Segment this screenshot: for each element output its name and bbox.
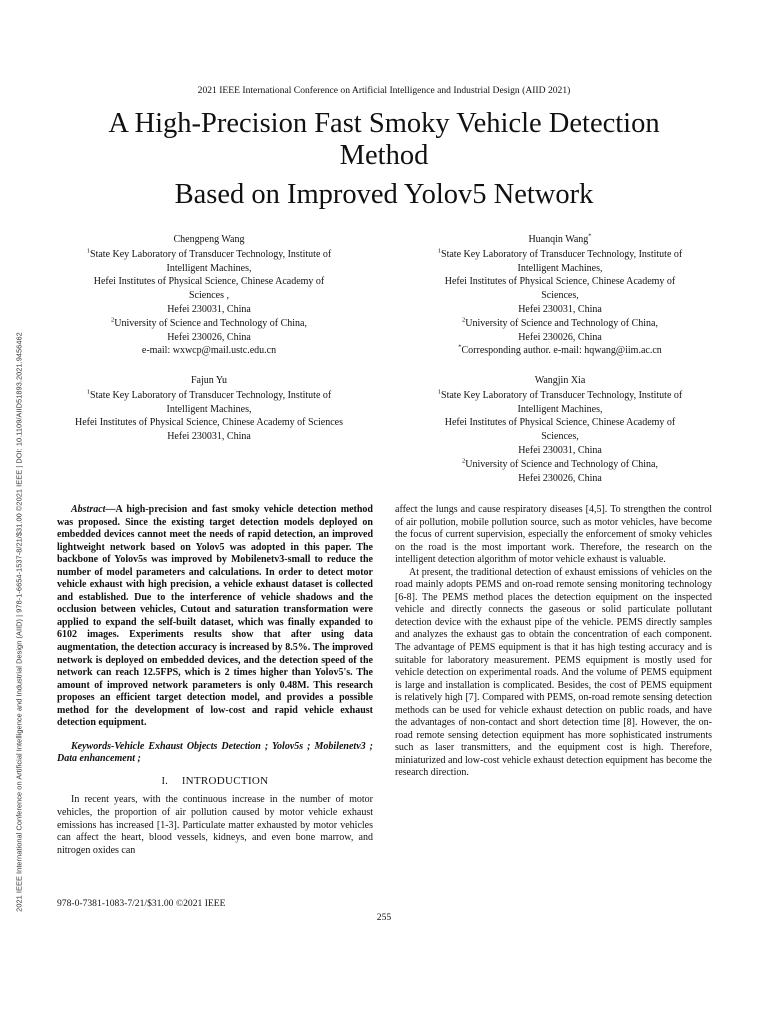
- paper-title: [60, 108, 708, 211]
- affiliation-line: Hefei 230026, China: [518, 472, 602, 484]
- copyright-footer: 978-0-7381-1083-7/21/$31.00 ©2021 IEEE: [57, 898, 226, 909]
- side-doi-text: 2021 IEEE International Conference on Artificial Intelligence and Industrial Design (AIID) | 978-1-6654-1537-8/21/$31.00 ©2021 IEEE | DOI: 10.1109/AIID51893.2021.9456462: [14, 332, 24, 912]
- affiliation-line: Sciences,: [541, 290, 579, 302]
- author-block-2: [392, 233, 728, 358]
- affiliation-line: Hefei Institutes of Physical Science, Chinese Academy of Sciences: [75, 417, 343, 429]
- affiliation-line: Hefei 230031, China: [167, 303, 251, 315]
- keywords: Keywords-Vehicle Exhaust Objects Detection ; Yolov5s ; Mobilenetv3 ; Data enhancement ;: [57, 740, 373, 765]
- author-email: e-mail: wxwcp@mail.ustc.edu.cn: [141, 345, 277, 357]
- affiliation-line: $^1$State Key Laboratory of Transducer Technology, Institute of: [437, 388, 683, 401]
- affiliation-line: Hefei 230026, China: [518, 331, 602, 343]
- affiliation-line: Hefei Institutes of Physical Science, Chinese Academy of: [444, 417, 676, 429]
- author-block-1: [40, 233, 378, 358]
- affiliation-line: Intelligent Machines,: [166, 403, 252, 415]
- right-column: [395, 504, 712, 780]
- affiliation-line: Intelligent Machines,: [517, 262, 603, 274]
- affiliation-line: $^2$University of Science and Technology of China,: [462, 316, 658, 329]
- abstract-label: Abstract: [71, 504, 106, 515]
- affiliation-line: $^1$State Key Laboratory of Transducer Technology, Institute of: [86, 247, 332, 260]
- author-name: Fajun Yu: [190, 375, 228, 386]
- affiliation-line: Hefei Institutes of Physical Science, Chinese Academy of: [93, 276, 325, 288]
- page-number: 255: [376, 912, 392, 923]
- intro-paragraph-3: At present, the traditional detection of exhaust emissions of vehicles on the road mainly adopts PEMS and on-road remote sensing monitoring technology [6-8]. The PEMS method places the detection equipment on the inspected vehicle and directly connects the gaseous or solid particulate pollutant detection device with the exhaust pipe of the vehicle. PEMS directly samples and analyzes the exhaust gas to obtain the concentration of each component. The advantage of PEMS equipment is that it has high testing accuracy and is suitable for laboratory measurement. PEMS equipment is mostly used for vehicle detection on experimental roads. And the volume of PEMS equipment is large and installation is complicated. Besides, the cost of PEMS equipment is relatively high [7]. Compared with PEMS, on-road remote sensing detection methods can be used for vehicle exhaust detection on public roads, and have the advantages of non-contact and short detection time [8]. However, the on-road remote sensing detection equipment has more sophisticated instruments such as laser transmitters, and the equipment cost is high. Therefore, miniaturized and low-cost vehicle exhaust detection equipment has become the research direction.: [395, 566, 712, 779]
- title-line-2: Method: [339, 140, 429, 171]
- title-line-1: A High-Precision Fast Smoky Vehicle Detection: [108, 108, 660, 139]
- affiliation-line: Hefei 230031, China: [518, 444, 602, 456]
- affiliation-line: $^2$University of Science and Technology of China,: [111, 316, 307, 329]
- affiliation-line: $^1$State Key Laboratory of Transducer Technology, Institute of: [437, 247, 683, 260]
- author-block-3: [40, 374, 378, 444]
- affiliation-line: Hefei 230026, China: [167, 331, 251, 343]
- affiliation-line: Intelligent Machines,: [517, 403, 603, 415]
- author-name: Chengpeng Wang: [173, 234, 245, 245]
- author-name: Wangjin Xia: [534, 375, 586, 386]
- author-email: *Corresponding author. e-mail: hqwang@iim.ac.cn: [458, 344, 662, 357]
- left-column: [57, 504, 373, 857]
- affiliation-line: $^2$University of Science and Technology of China,: [462, 457, 658, 470]
- abstract-paragraph: Abstract—A high-precision and fast smoky vehicle detection method was proposed. Since the existing target detection models deployed on embedded devices cannot meet the needs of rapid detection, an improved lightweight network based on Yolov5 was adopted in this paper. The backbone of Yolov5s was improved by Mobilenetv3-small to reduce the number of model parameters and calculations. In order to detect motor vehicle exhaust with high precision, a vehicle exhaust dataset is collected and established. Due to the interference of vehicle shadows and the occlusion between vehicles, Cutout and saturation transformation were applied to expand the self-built dataset, which was finally expanded to 6102 images. Experiments results show that after using data augmentation, the detection accuracy is increased by 8.5%. The improved network is deployed on embedded devices, and the detection speed of the network can reach 12.5FPS, which is 2 times higher than Yolov5's. The amount of improved network parameters is only 0.48M. This research proposes an efficient target detection model, and provides a possible method for the development of low-cost and rapid vehicle exhaust detection equipment.: [57, 504, 373, 729]
- author-block-4: [392, 374, 728, 485]
- conference-header: 2021 IEEE International Conference on Artificial Intelligence and Industrial Design (AIID 2021): [197, 85, 571, 96]
- intro-paragraph-2: affect the lungs and cause respiratory diseases [4,5]. To strengthen the control of air pollution, mobile pollution source, such as motor vehicles, have become the focus of current supervision, especially the enforcement of smoky vehicles on the road is the most important work. Therefore, the research on the intelligent detection algorithm of motor vehicle exhaust is valuable.: [395, 504, 712, 566]
- section-heading-introduction: I. INTRODUCTION: [161, 774, 269, 787]
- affiliation-line: Hefei 230031, China: [518, 303, 602, 315]
- side-doi-strip: [12, 262, 26, 982]
- intro-paragraph-1: In recent years, with the continuous increase in the number of motor vehicles, the proportion of air pollution caused by motor vehicle exhaust emissions has increased [1-3]. Particulate matter exhausted by motor vehicles can affect the heart, blood vessels, kidneys, and even bone marrow, and nitrogen oxides can: [57, 794, 373, 856]
- affiliation-line: Intelligent Machines,: [166, 262, 252, 274]
- author-name: Huanqin Wang*: [528, 232, 592, 245]
- affiliation-line: Sciences,: [541, 431, 579, 443]
- title-line-3: Based on Improved Yolov5 Network: [174, 179, 594, 210]
- affiliation-line: $^1$State Key Laboratory of Transducer Technology, Institute of: [86, 388, 332, 401]
- affiliation-line: Hefei 230031, China: [167, 431, 251, 443]
- abstract-text: A high-precision and fast smoky vehicle detection method was proposed. Since the existing target detection models deployed on embedded devices cannot meet the needs of rapid detection, an improved lightweight network based on Yolov5 was adopted in this paper. The backbone of Yolov5s was improved by Mobilenetv3-small to reduce the number of model parameters and calculations. In order to detect motor vehicle exhaust with high precision, a vehicle exhaust dataset is collected and established. Due to the interference of vehicle shadows and the occlusion between vehicles, Cutout and saturation transformation were applied to expand the self-built dataset, which was finally expanded to 6102 images. Experiments results show that after using data augmentation, the detection accuracy is increased by 8.5%. The improved network is deployed on embedded devices, and the detection speed of the network can reach 12.5FPS, which is 2 times higher than Yolov5's. The amount of improved network parameters is only 0.48M. This research proposes an efficient target detection model, and provides a possible method for the development of low-cost and rapid vehicle exhaust detection equipment.: [57, 504, 373, 729]
- affiliation-line: Hefei Institutes of Physical Science, Chinese Academy of: [444, 276, 676, 288]
- affiliation-line: Sciences ,: [189, 290, 229, 302]
